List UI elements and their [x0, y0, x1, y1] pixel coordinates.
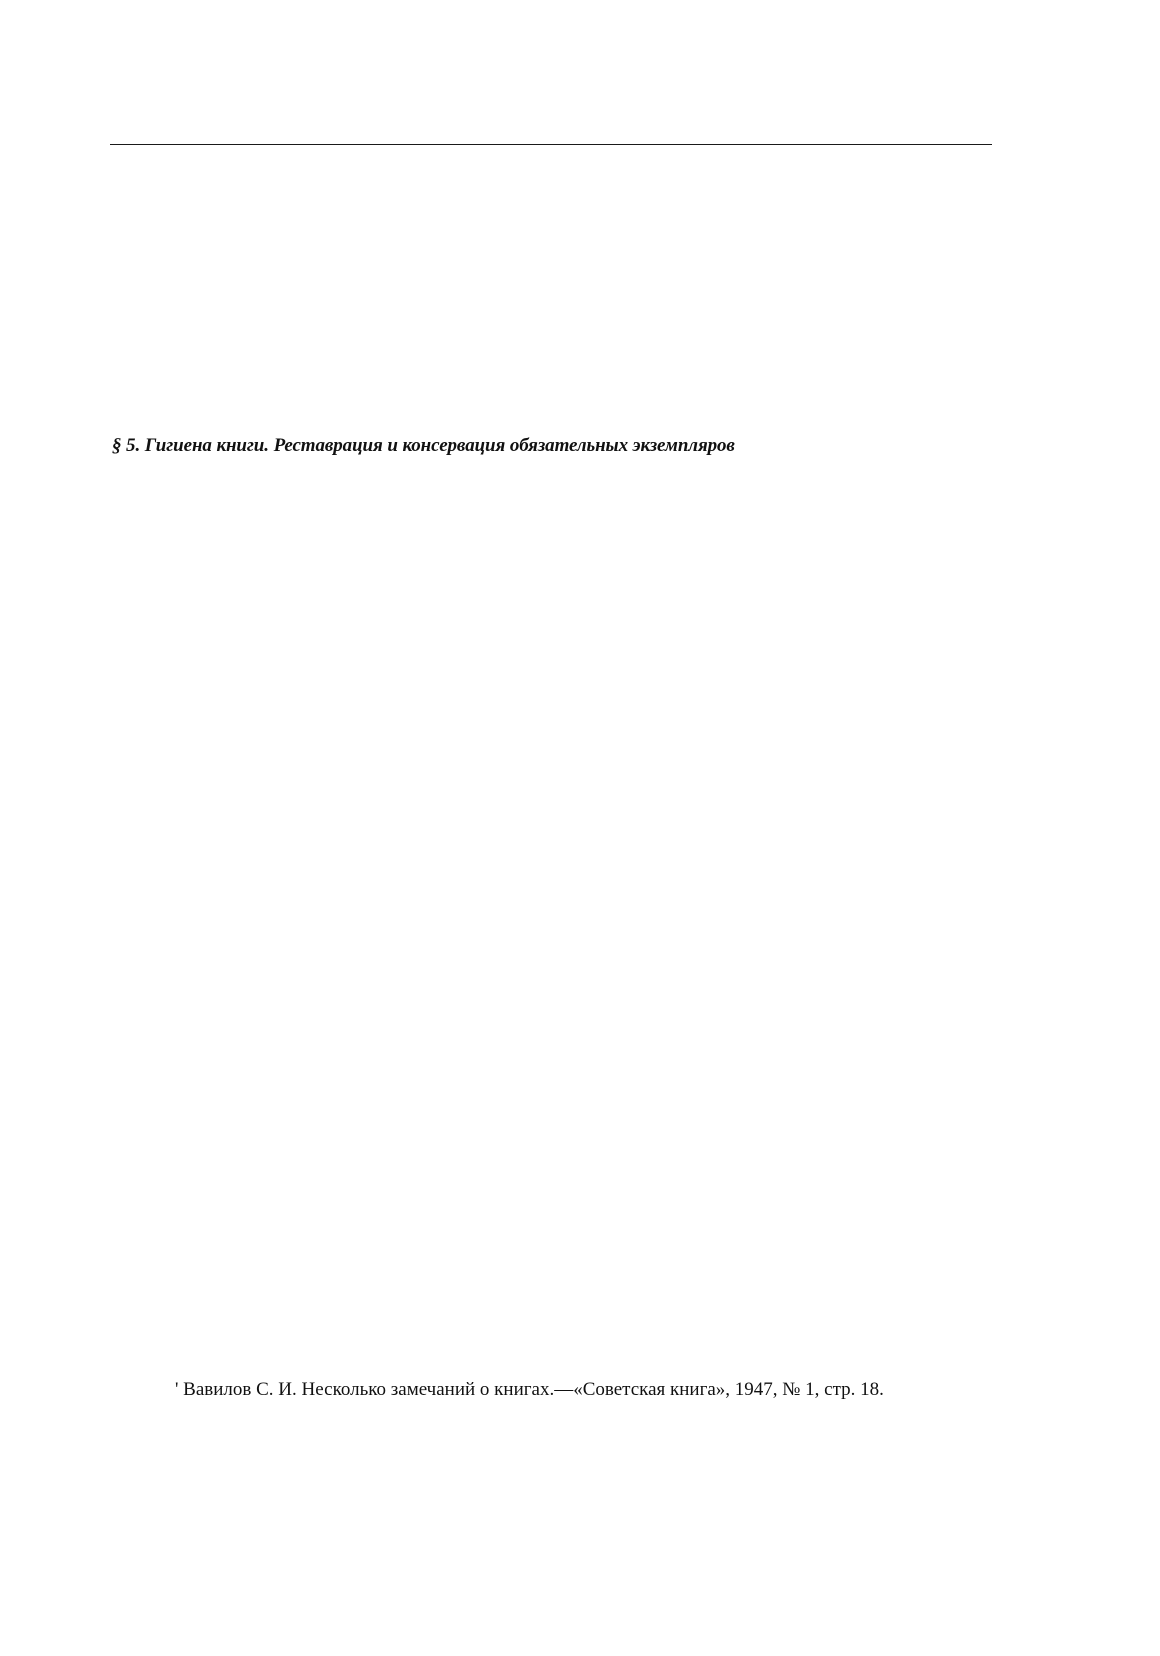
section-heading: § 5. Гигиена книги. Реставрация и консервация обязательных экземпляров	[112, 435, 735, 456]
header-rule	[110, 144, 992, 145]
footnote: ' Вавилов С. И. Несколько замечаний о книгах.—«Советская книга», 1947, № 1, стр. 18.	[175, 1379, 884, 1400]
